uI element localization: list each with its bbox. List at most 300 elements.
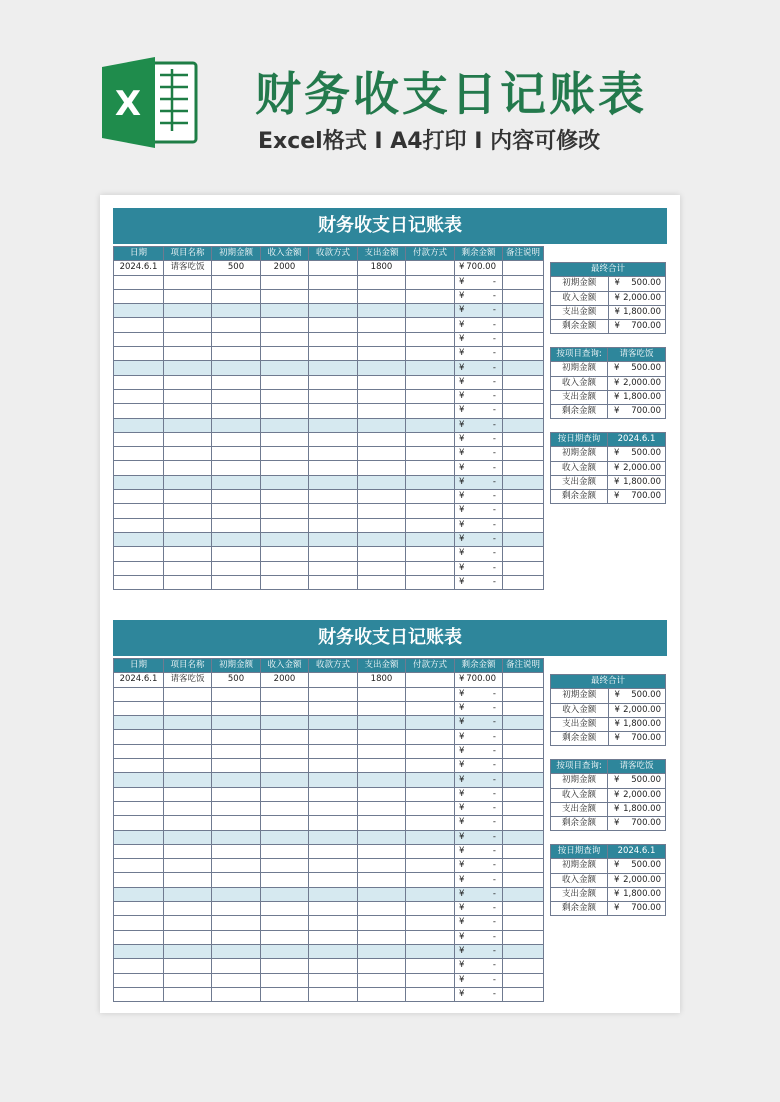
receive-method-cell[interactable] bbox=[309, 561, 358, 575]
balance-cell[interactable] bbox=[455, 730, 503, 744]
initial-cell[interactable] bbox=[212, 801, 261, 815]
income-cell[interactable] bbox=[261, 959, 309, 973]
initial-cell[interactable] bbox=[212, 461, 261, 475]
receive-method-cell[interactable] bbox=[309, 575, 358, 589]
item-cell[interactable] bbox=[164, 916, 212, 930]
note-cell[interactable] bbox=[503, 275, 544, 289]
initial-cell[interactable] bbox=[212, 716, 261, 730]
payment-method-cell[interactable] bbox=[406, 504, 455, 518]
payment-method-cell[interactable] bbox=[406, 873, 455, 887]
date-cell[interactable] bbox=[114, 859, 164, 873]
payment-method-cell[interactable] bbox=[406, 830, 455, 844]
payment-method-cell[interactable] bbox=[406, 532, 455, 546]
balance-cell[interactable] bbox=[455, 744, 503, 758]
payment-method-cell[interactable] bbox=[406, 404, 455, 418]
initial-cell[interactable] bbox=[212, 687, 261, 701]
item-cell[interactable] bbox=[164, 930, 212, 944]
item-cell[interactable] bbox=[164, 902, 212, 916]
income-cell[interactable] bbox=[261, 432, 309, 446]
income-cell[interactable] bbox=[261, 687, 309, 701]
date-cell[interactable] bbox=[114, 687, 164, 701]
payment-method-cell[interactable] bbox=[406, 361, 455, 375]
note-cell[interactable] bbox=[503, 332, 544, 346]
receive-method-cell[interactable] bbox=[309, 547, 358, 561]
balance-cell[interactable] bbox=[455, 518, 503, 532]
date-cell[interactable] bbox=[114, 887, 164, 901]
balance-cell[interactable] bbox=[455, 816, 503, 830]
date-cell[interactable] bbox=[114, 304, 164, 318]
note-cell[interactable] bbox=[503, 518, 544, 532]
date-cell[interactable] bbox=[114, 787, 164, 801]
receive-method-cell[interactable] bbox=[309, 673, 358, 687]
balance-cell[interactable] bbox=[455, 475, 503, 489]
receive-method-cell[interactable] bbox=[309, 873, 358, 887]
receive-method-cell[interactable] bbox=[309, 289, 358, 303]
item-cell[interactable] bbox=[164, 347, 212, 361]
payment-method-cell[interactable] bbox=[406, 547, 455, 561]
query-date-value[interactable]: 2024.6.1 bbox=[608, 845, 666, 859]
date-cell[interactable] bbox=[114, 830, 164, 844]
note-cell[interactable] bbox=[503, 701, 544, 715]
note-cell[interactable] bbox=[503, 787, 544, 801]
expense-cell[interactable] bbox=[358, 404, 406, 418]
item-cell[interactable] bbox=[164, 561, 212, 575]
expense-cell[interactable] bbox=[358, 959, 406, 973]
payment-method-cell[interactable] bbox=[406, 716, 455, 730]
balance-cell[interactable] bbox=[455, 447, 503, 461]
receive-method-cell[interactable] bbox=[309, 475, 358, 489]
income-cell[interactable] bbox=[261, 475, 309, 489]
initial-cell[interactable] bbox=[212, 289, 261, 303]
balance-cell[interactable] bbox=[455, 859, 503, 873]
item-cell[interactable] bbox=[164, 744, 212, 758]
item-cell[interactable] bbox=[164, 887, 212, 901]
expense-cell[interactable] bbox=[358, 575, 406, 589]
date-cell[interactable] bbox=[114, 987, 164, 1001]
expense-cell[interactable] bbox=[358, 475, 406, 489]
item-cell[interactable] bbox=[164, 432, 212, 446]
date-cell[interactable] bbox=[114, 289, 164, 303]
expense-cell[interactable] bbox=[358, 730, 406, 744]
balance-cell[interactable] bbox=[455, 490, 503, 504]
date-cell[interactable] bbox=[114, 801, 164, 815]
receive-method-cell[interactable] bbox=[309, 987, 358, 1001]
receive-method-cell[interactable] bbox=[309, 318, 358, 332]
expense-cell[interactable] bbox=[358, 844, 406, 858]
income-cell[interactable] bbox=[261, 447, 309, 461]
balance-cell[interactable] bbox=[455, 916, 503, 930]
note-cell[interactable] bbox=[503, 490, 544, 504]
income-cell[interactable] bbox=[261, 701, 309, 715]
note-cell[interactable] bbox=[503, 673, 544, 687]
note-cell[interactable] bbox=[503, 987, 544, 1001]
date-cell[interactable] bbox=[114, 532, 164, 546]
receive-method-cell[interactable] bbox=[309, 447, 358, 461]
note-cell[interactable] bbox=[503, 944, 544, 958]
balance-cell[interactable] bbox=[455, 575, 503, 589]
expense-cell[interactable] bbox=[358, 532, 406, 546]
payment-method-cell[interactable] bbox=[406, 859, 455, 873]
balance-cell[interactable] bbox=[455, 973, 503, 987]
date-cell[interactable] bbox=[114, 347, 164, 361]
receive-method-cell[interactable] bbox=[309, 787, 358, 801]
receive-method-cell[interactable] bbox=[309, 701, 358, 715]
payment-method-cell[interactable] bbox=[406, 561, 455, 575]
balance-cell[interactable] bbox=[455, 432, 503, 446]
date-cell[interactable] bbox=[114, 930, 164, 944]
initial-cell[interactable] bbox=[212, 730, 261, 744]
note-cell[interactable] bbox=[503, 902, 544, 916]
date-cell[interactable] bbox=[114, 973, 164, 987]
payment-method-cell[interactable] bbox=[406, 318, 455, 332]
expense-cell[interactable] bbox=[358, 701, 406, 715]
expense-cell[interactable] bbox=[358, 518, 406, 532]
balance-cell[interactable] bbox=[455, 332, 503, 346]
initial-cell[interactable] bbox=[212, 361, 261, 375]
note-cell[interactable] bbox=[503, 347, 544, 361]
item-cell[interactable] bbox=[164, 959, 212, 973]
expense-cell[interactable] bbox=[358, 830, 406, 844]
initial-cell[interactable] bbox=[212, 304, 261, 318]
balance-cell[interactable] bbox=[455, 902, 503, 916]
date-cell[interactable] bbox=[114, 518, 164, 532]
date-cell[interactable] bbox=[114, 432, 164, 446]
balance-cell[interactable] bbox=[455, 673, 503, 687]
receive-method-cell[interactable] bbox=[309, 730, 358, 744]
receive-method-cell[interactable] bbox=[309, 332, 358, 346]
balance-cell[interactable] bbox=[455, 461, 503, 475]
income-cell[interactable] bbox=[261, 944, 309, 958]
item-cell[interactable] bbox=[164, 687, 212, 701]
payment-method-cell[interactable] bbox=[406, 944, 455, 958]
receive-method-cell[interactable] bbox=[309, 930, 358, 944]
income-cell[interactable] bbox=[261, 916, 309, 930]
initial-cell[interactable] bbox=[212, 887, 261, 901]
note-cell[interactable] bbox=[503, 873, 544, 887]
income-cell[interactable] bbox=[261, 730, 309, 744]
item-cell[interactable] bbox=[164, 404, 212, 418]
item-cell[interactable] bbox=[164, 361, 212, 375]
expense-cell[interactable] bbox=[358, 759, 406, 773]
payment-method-cell[interactable] bbox=[406, 759, 455, 773]
item-cell[interactable] bbox=[164, 318, 212, 332]
receive-method-cell[interactable] bbox=[309, 944, 358, 958]
payment-method-cell[interactable] bbox=[406, 701, 455, 715]
note-cell[interactable] bbox=[503, 887, 544, 901]
expense-cell[interactable] bbox=[358, 447, 406, 461]
payment-method-cell[interactable] bbox=[406, 816, 455, 830]
date-cell[interactable] bbox=[114, 332, 164, 346]
expense-cell[interactable] bbox=[358, 944, 406, 958]
note-cell[interactable] bbox=[503, 318, 544, 332]
note-cell[interactable] bbox=[503, 801, 544, 815]
receive-method-cell[interactable] bbox=[309, 375, 358, 389]
note-cell[interactable] bbox=[503, 261, 544, 275]
receive-method-cell[interactable] bbox=[309, 432, 358, 446]
expense-cell[interactable] bbox=[358, 490, 406, 504]
expense-cell[interactable] bbox=[358, 902, 406, 916]
payment-method-cell[interactable] bbox=[406, 844, 455, 858]
expense-cell[interactable] bbox=[358, 332, 406, 346]
balance-cell[interactable] bbox=[455, 716, 503, 730]
receive-method-cell[interactable] bbox=[309, 261, 358, 275]
receive-method-cell[interactable] bbox=[309, 504, 358, 518]
date-cell[interactable] bbox=[114, 701, 164, 715]
expense-cell[interactable] bbox=[358, 432, 406, 446]
expense-cell[interactable] bbox=[358, 361, 406, 375]
income-cell[interactable] bbox=[261, 532, 309, 546]
expense-cell[interactable] bbox=[358, 773, 406, 787]
receive-method-cell[interactable] bbox=[309, 887, 358, 901]
payment-method-cell[interactable] bbox=[406, 447, 455, 461]
expense-cell[interactable] bbox=[358, 561, 406, 575]
receive-method-cell[interactable] bbox=[309, 518, 358, 532]
item-cell[interactable] bbox=[164, 844, 212, 858]
note-cell[interactable] bbox=[503, 575, 544, 589]
expense-cell[interactable] bbox=[358, 461, 406, 475]
balance-cell[interactable] bbox=[455, 944, 503, 958]
initial-cell[interactable] bbox=[212, 375, 261, 389]
income-cell[interactable] bbox=[261, 404, 309, 418]
item-cell[interactable] bbox=[164, 504, 212, 518]
note-cell[interactable] bbox=[503, 830, 544, 844]
note-cell[interactable] bbox=[503, 304, 544, 318]
balance-cell[interactable] bbox=[455, 987, 503, 1001]
note-cell[interactable] bbox=[503, 730, 544, 744]
income-cell[interactable] bbox=[261, 844, 309, 858]
initial-cell[interactable] bbox=[212, 389, 261, 403]
expense-cell[interactable] bbox=[358, 716, 406, 730]
initial-cell[interactable] bbox=[212, 432, 261, 446]
income-cell[interactable] bbox=[261, 418, 309, 432]
date-cell[interactable] bbox=[114, 959, 164, 973]
payment-method-cell[interactable] bbox=[406, 575, 455, 589]
item-cell[interactable] bbox=[164, 389, 212, 403]
item-cell[interactable] bbox=[164, 830, 212, 844]
date-cell[interactable] bbox=[114, 916, 164, 930]
income-cell[interactable] bbox=[261, 461, 309, 475]
initial-cell[interactable] bbox=[212, 418, 261, 432]
date-cell[interactable] bbox=[114, 418, 164, 432]
balance-cell[interactable] bbox=[455, 389, 503, 403]
payment-method-cell[interactable] bbox=[406, 959, 455, 973]
date-cell[interactable] bbox=[114, 389, 164, 403]
item-cell[interactable] bbox=[164, 759, 212, 773]
balance-cell[interactable] bbox=[455, 830, 503, 844]
payment-method-cell[interactable] bbox=[406, 332, 455, 346]
expense-cell[interactable] bbox=[358, 987, 406, 1001]
expense-cell[interactable] bbox=[358, 687, 406, 701]
balance-cell[interactable] bbox=[455, 773, 503, 787]
expense-cell[interactable] bbox=[358, 347, 406, 361]
receive-method-cell[interactable] bbox=[309, 687, 358, 701]
note-cell[interactable] bbox=[503, 744, 544, 758]
payment-method-cell[interactable] bbox=[406, 389, 455, 403]
payment-method-cell[interactable] bbox=[406, 787, 455, 801]
payment-method-cell[interactable] bbox=[406, 987, 455, 1001]
payment-method-cell[interactable] bbox=[406, 304, 455, 318]
income-cell[interactable] bbox=[261, 389, 309, 403]
payment-method-cell[interactable] bbox=[406, 801, 455, 815]
balance-cell[interactable] bbox=[455, 532, 503, 546]
expense-cell[interactable] bbox=[358, 787, 406, 801]
balance-cell[interactable] bbox=[455, 289, 503, 303]
note-cell[interactable] bbox=[503, 532, 544, 546]
balance-cell[interactable] bbox=[455, 504, 503, 518]
item-cell[interactable]: 请客吃饭 bbox=[164, 673, 212, 687]
balance-cell[interactable] bbox=[455, 759, 503, 773]
item-cell[interactable] bbox=[164, 289, 212, 303]
note-cell[interactable] bbox=[503, 561, 544, 575]
income-cell[interactable] bbox=[261, 332, 309, 346]
payment-method-cell[interactable] bbox=[406, 289, 455, 303]
date-cell[interactable] bbox=[114, 759, 164, 773]
initial-cell[interactable] bbox=[212, 830, 261, 844]
item-cell[interactable]: 请客吃饭 bbox=[164, 261, 212, 275]
payment-method-cell[interactable] bbox=[406, 475, 455, 489]
note-cell[interactable] bbox=[503, 859, 544, 873]
initial-cell[interactable] bbox=[212, 744, 261, 758]
note-cell[interactable] bbox=[503, 447, 544, 461]
date-cell[interactable] bbox=[114, 475, 164, 489]
receive-method-cell[interactable] bbox=[309, 902, 358, 916]
balance-cell[interactable] bbox=[455, 261, 503, 275]
item-cell[interactable] bbox=[164, 447, 212, 461]
expense-cell[interactable] bbox=[358, 916, 406, 930]
income-cell[interactable]: 2000 bbox=[261, 673, 309, 687]
initial-cell[interactable] bbox=[212, 447, 261, 461]
receive-method-cell[interactable] bbox=[309, 973, 358, 987]
date-cell[interactable] bbox=[114, 461, 164, 475]
expense-cell[interactable] bbox=[358, 375, 406, 389]
income-cell[interactable] bbox=[261, 361, 309, 375]
income-cell[interactable] bbox=[261, 816, 309, 830]
receive-method-cell[interactable] bbox=[309, 490, 358, 504]
note-cell[interactable] bbox=[503, 773, 544, 787]
item-cell[interactable] bbox=[164, 973, 212, 987]
payment-method-cell[interactable] bbox=[406, 916, 455, 930]
note-cell[interactable] bbox=[503, 389, 544, 403]
income-cell[interactable] bbox=[261, 773, 309, 787]
receive-method-cell[interactable] bbox=[309, 744, 358, 758]
item-cell[interactable] bbox=[164, 873, 212, 887]
date-cell[interactable] bbox=[114, 816, 164, 830]
income-cell[interactable] bbox=[261, 830, 309, 844]
item-cell[interactable] bbox=[164, 859, 212, 873]
date-cell[interactable] bbox=[114, 490, 164, 504]
expense-cell[interactable] bbox=[358, 547, 406, 561]
income-cell[interactable] bbox=[261, 716, 309, 730]
item-cell[interactable] bbox=[164, 475, 212, 489]
initial-cell[interactable] bbox=[212, 332, 261, 346]
note-cell[interactable] bbox=[503, 959, 544, 973]
date-cell[interactable] bbox=[114, 873, 164, 887]
payment-method-cell[interactable] bbox=[406, 673, 455, 687]
receive-method-cell[interactable] bbox=[309, 418, 358, 432]
expense-cell[interactable] bbox=[358, 801, 406, 815]
note-cell[interactable] bbox=[503, 361, 544, 375]
date-cell[interactable] bbox=[114, 547, 164, 561]
note-cell[interactable] bbox=[503, 475, 544, 489]
balance-cell[interactable] bbox=[455, 418, 503, 432]
initial-cell[interactable] bbox=[212, 518, 261, 532]
initial-cell[interactable] bbox=[212, 844, 261, 858]
payment-method-cell[interactable] bbox=[406, 490, 455, 504]
balance-cell[interactable] bbox=[455, 275, 503, 289]
note-cell[interactable] bbox=[503, 547, 544, 561]
receive-method-cell[interactable] bbox=[309, 859, 358, 873]
payment-method-cell[interactable] bbox=[406, 730, 455, 744]
receive-method-cell[interactable] bbox=[309, 830, 358, 844]
balance-cell[interactable] bbox=[455, 701, 503, 715]
receive-method-cell[interactable] bbox=[309, 461, 358, 475]
item-cell[interactable] bbox=[164, 716, 212, 730]
income-cell[interactable]: 2000 bbox=[261, 261, 309, 275]
income-cell[interactable] bbox=[261, 744, 309, 758]
date-cell[interactable] bbox=[114, 447, 164, 461]
payment-method-cell[interactable] bbox=[406, 687, 455, 701]
note-cell[interactable] bbox=[503, 432, 544, 446]
date-cell[interactable] bbox=[114, 902, 164, 916]
note-cell[interactable] bbox=[503, 973, 544, 987]
income-cell[interactable] bbox=[261, 902, 309, 916]
receive-method-cell[interactable] bbox=[309, 275, 358, 289]
balance-cell[interactable] bbox=[455, 687, 503, 701]
expense-cell[interactable] bbox=[358, 744, 406, 758]
initial-cell[interactable]: 500 bbox=[212, 261, 261, 275]
payment-method-cell[interactable] bbox=[406, 773, 455, 787]
balance-cell[interactable] bbox=[455, 304, 503, 318]
initial-cell[interactable] bbox=[212, 787, 261, 801]
receive-method-cell[interactable] bbox=[309, 959, 358, 973]
initial-cell[interactable] bbox=[212, 873, 261, 887]
note-cell[interactable] bbox=[503, 289, 544, 303]
query-item-value[interactable]: 请客吃饭 bbox=[608, 348, 666, 362]
balance-cell[interactable] bbox=[455, 801, 503, 815]
receive-method-cell[interactable] bbox=[309, 347, 358, 361]
note-cell[interactable] bbox=[503, 930, 544, 944]
payment-method-cell[interactable] bbox=[406, 973, 455, 987]
income-cell[interactable] bbox=[261, 504, 309, 518]
income-cell[interactable] bbox=[261, 930, 309, 944]
item-cell[interactable] bbox=[164, 518, 212, 532]
receive-method-cell[interactable] bbox=[309, 304, 358, 318]
payment-method-cell[interactable] bbox=[406, 375, 455, 389]
expense-cell[interactable] bbox=[358, 816, 406, 830]
expense-cell[interactable]: 1800 bbox=[358, 261, 406, 275]
note-cell[interactable] bbox=[503, 504, 544, 518]
income-cell[interactable] bbox=[261, 275, 309, 289]
initial-cell[interactable] bbox=[212, 987, 261, 1001]
initial-cell[interactable]: 500 bbox=[212, 673, 261, 687]
balance-cell[interactable] bbox=[455, 404, 503, 418]
initial-cell[interactable] bbox=[212, 561, 261, 575]
date-cell[interactable]: 2024.6.1 bbox=[114, 261, 164, 275]
initial-cell[interactable] bbox=[212, 930, 261, 944]
note-cell[interactable] bbox=[503, 404, 544, 418]
income-cell[interactable] bbox=[261, 547, 309, 561]
receive-method-cell[interactable] bbox=[309, 532, 358, 546]
item-cell[interactable] bbox=[164, 418, 212, 432]
item-cell[interactable] bbox=[164, 773, 212, 787]
item-cell[interactable] bbox=[164, 944, 212, 958]
item-cell[interactable] bbox=[164, 730, 212, 744]
expense-cell[interactable] bbox=[358, 304, 406, 318]
payment-method-cell[interactable] bbox=[406, 902, 455, 916]
query-item-value[interactable]: 请客吃饭 bbox=[608, 760, 666, 774]
expense-cell[interactable] bbox=[358, 318, 406, 332]
income-cell[interactable] bbox=[261, 289, 309, 303]
